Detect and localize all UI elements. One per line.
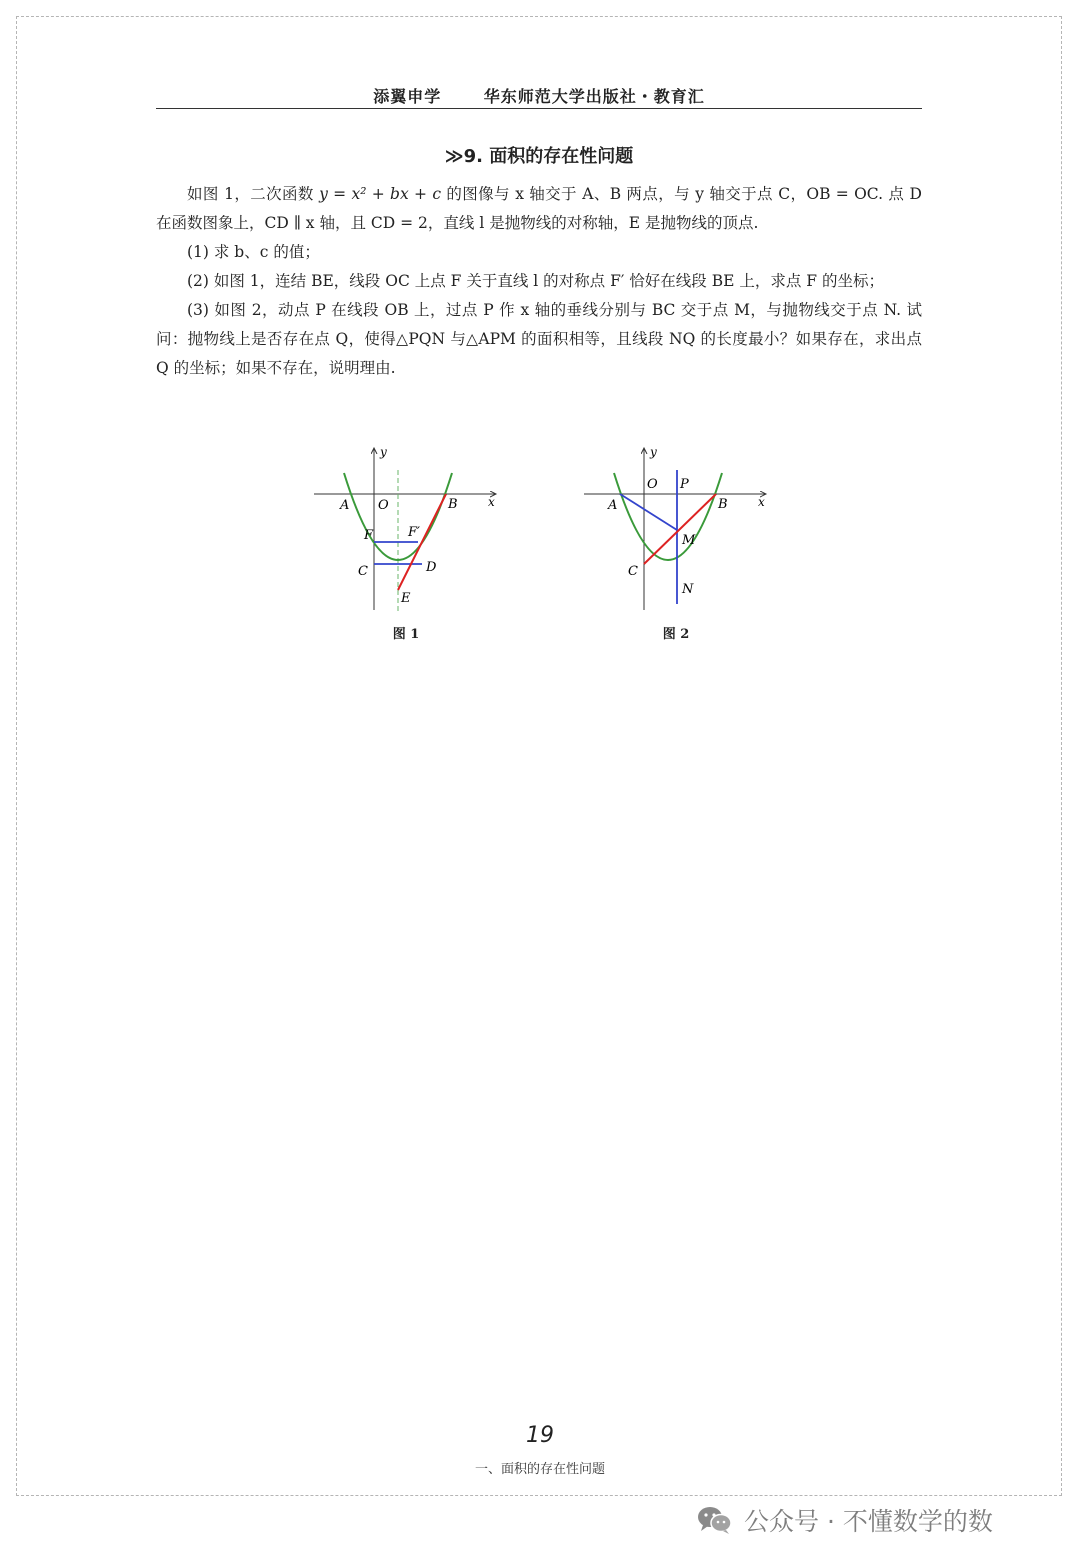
label-o: O <box>647 477 658 492</box>
figure-1-caption: 图 1 <box>392 627 420 642</box>
label-f-prime: F′ <box>408 525 420 540</box>
label-e: E <box>401 591 411 606</box>
label-o: O <box>378 498 389 513</box>
label-p: P <box>680 477 689 492</box>
figure-2-caption: 图 2 <box>662 627 690 642</box>
figure-2 <box>580 440 780 620</box>
label-c: C <box>358 564 368 579</box>
figure-1 <box>310 440 510 620</box>
label-y: y <box>650 445 657 459</box>
label-d: D <box>426 560 437 575</box>
label-c: C <box>628 564 638 579</box>
running-header <box>156 84 922 107</box>
header-rule <box>156 108 922 109</box>
watermark-text: 公众号 · 不懂数学的数 <box>744 1507 993 1536</box>
label-y: y <box>380 445 387 459</box>
header-right: 华东师范大学出版社・教育汇 <box>483 87 705 106</box>
question-2: (2) 如图 1，连结 BE，线段 OC 上点 F 关于直线 l 的对称点 F′ 恰好在线段 BE 上，求点 F 的坐标； <box>187 272 884 290</box>
label-b: B <box>718 497 728 512</box>
label-x: x <box>758 495 765 509</box>
parabola-curve <box>614 473 722 560</box>
problem-intro: 如图 1，二次函数 y = x² + bx + c 的图像与 x 轴交于 A、B 两点，与 y 轴交于点 C，OB = OC. 点 D 在函数图象上，CD ∥ x 轴，且 CD = 2，直线 l 是抛物线的对称轴，E 是抛物线的顶点. <box>156 185 922 232</box>
label-a: A <box>340 498 350 513</box>
label-a: A <box>608 498 618 513</box>
chapter-footer: 一、面积的存在性问题 <box>474 1462 605 1477</box>
page-number: 19 <box>526 1423 554 1448</box>
label-x: x <box>488 495 495 509</box>
segment-bc <box>644 494 716 564</box>
header-left: 添翼申学 <box>373 87 442 106</box>
question-1: (1) 求 b、c 的值； <box>187 243 320 261</box>
problem-text <box>156 180 922 383</box>
question-3: (3) 如图 2，动点 P 在线段 OB 上，过点 P 作 x 轴的垂线分别与 BC 交于点 M，与抛物线交于点 N. 试问：抛物线上是否存在点 Q，使得△PQN 与△APM 的面积相等，且线段 NQ 的长度最小？如果存在，求出点 Q 的坐标；如果不存在，说明理由. <box>156 301 922 377</box>
label-b: B <box>448 497 458 512</box>
wechat-icon <box>696 1504 734 1536</box>
watermark <box>696 1500 993 1540</box>
label-n: N <box>682 582 694 597</box>
label-m: M <box>682 533 696 548</box>
label-f: F <box>364 528 374 543</box>
section-title: ≫9. 面积的存在性问题 <box>444 146 634 167</box>
